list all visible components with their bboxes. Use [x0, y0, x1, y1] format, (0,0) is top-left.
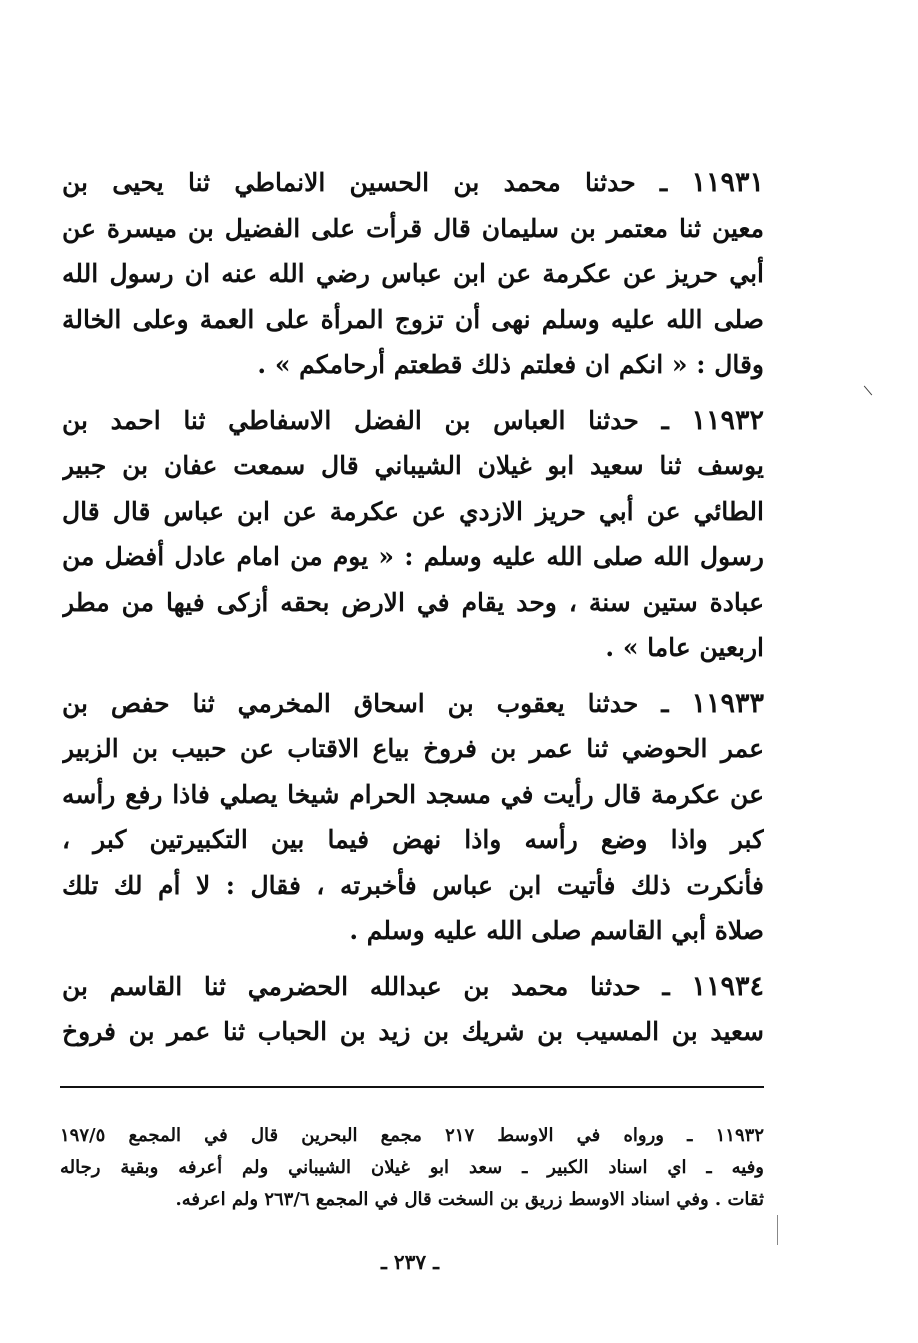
- hadith-number: ١١٩٣٢: [691, 404, 764, 436]
- hadith-number: ١١٩٣٤: [691, 970, 764, 1002]
- text-line: اربعين عاما » .: [605, 633, 764, 662]
- page-number: ـ ٢٣٧ ـ: [381, 1250, 439, 1274]
- text-line: عن عكرمة قال رأيت في مسجد الحرام شيخا يصلي فاذا رفع رأسه: [62, 779, 764, 809]
- text-line: سعيد بن المسيب بن شريك بن زيد بن الحباب ثنا عمر بن فروخ: [62, 1017, 764, 1046]
- text-line: صلاة أبي القاسم صلى الله عليه وسلم .: [349, 916, 764, 945]
- hadith-11934: [62, 964, 764, 1055]
- line-text: ـ حدثنا محمد بن عبدالله الحضرمي ثنا القاسم بن: [62, 971, 670, 1001]
- hadith-11931: [62, 160, 764, 388]
- text-line: رسول الله صلى الله عليه وسلم : « يوم من امام عادل أفضل من: [62, 542, 764, 571]
- text-line: أبي حريز عن عكرمة عن ابن عباس رضي الله عنه ان رسول الله: [62, 259, 764, 288]
- footnote-line: ثقات . وفي اسناد الاوسط زريق بن السخت قال في المجمع ٢٦٣/٦ ولم اعرفه.: [175, 1189, 764, 1210]
- main-text: [62, 160, 764, 1065]
- text-line: [62, 681, 764, 727]
- text-line: [62, 398, 764, 444]
- text-line: صلى الله عليه وسلم نهى أن تزوج المرأة على العمة وعلى الخالة: [62, 304, 764, 334]
- text-line: يوسف ثنا سعيد ابو غيلان الشيباني قال سمعت عفان بن جبير: [62, 451, 764, 480]
- line-text: ـ حدثنا محمد بن الحسين الانماطي ثنا يحيى بن: [62, 168, 668, 197]
- hadith-number: ١١٩٣١: [691, 167, 764, 198]
- text-line: [62, 160, 764, 206]
- footnote-divider: [60, 1086, 764, 1088]
- text-line: معين ثنا معتمر بن سليمان قال قرأت على الفضيل بن ميسرة عن: [62, 213, 764, 243]
- line-text: ـ حدثنا العباس بن الفضل الاسفاطي ثنا احمد بن: [62, 405, 669, 435]
- hadith-11933: [62, 681, 764, 954]
- scan-artifact: [864, 386, 872, 396]
- line-text: ـ حدثنا يعقوب بن اسحاق المخرمي ثنا حفص بن: [62, 688, 669, 718]
- text-line: الطائي عن أبي حريز الازدي عن عكرمة عن ابن عباس قال قال: [62, 496, 764, 526]
- text-line: عمر الحوضي ثنا عمر بن فروخ بياع الاقتاب عن حبيب بن الزبير: [62, 734, 764, 763]
- text-line: وقال : « انكم ان فعلتم ذلك قطعتم أرحامكم » .: [257, 350, 764, 379]
- hadith-11932: [62, 398, 764, 671]
- text-line: كبر واذا وضع رأسه واذا نهض فيما بين التكبيرتين كبر ،: [62, 825, 764, 854]
- footnote-line: وفيه ـ اي اسناد الكبير ـ سعد ابو غيلان الشيباني ولم أعرفه وبقية رجاله: [60, 1157, 764, 1178]
- text-line: [62, 964, 764, 1010]
- text-line: عبادة ستين سنة ، وحد يقام في الارض بحقه أزكى فيها من مطر: [62, 587, 764, 617]
- hadith-number: ١١٩٣٣: [691, 687, 764, 719]
- footnote-line: ١١٩٣٢ ـ ورواه في الاوسط ٢١٧ مجمع البحرين قال في المجمع ١٩٧/٥: [60, 1125, 764, 1146]
- footnote: [60, 1120, 764, 1216]
- text-line: فأنكرت ذلك فأتيت ابن عباس فأخبرته ، فقال : لا أم لك تلك: [62, 870, 764, 900]
- scan-artifact: [777, 1215, 778, 1245]
